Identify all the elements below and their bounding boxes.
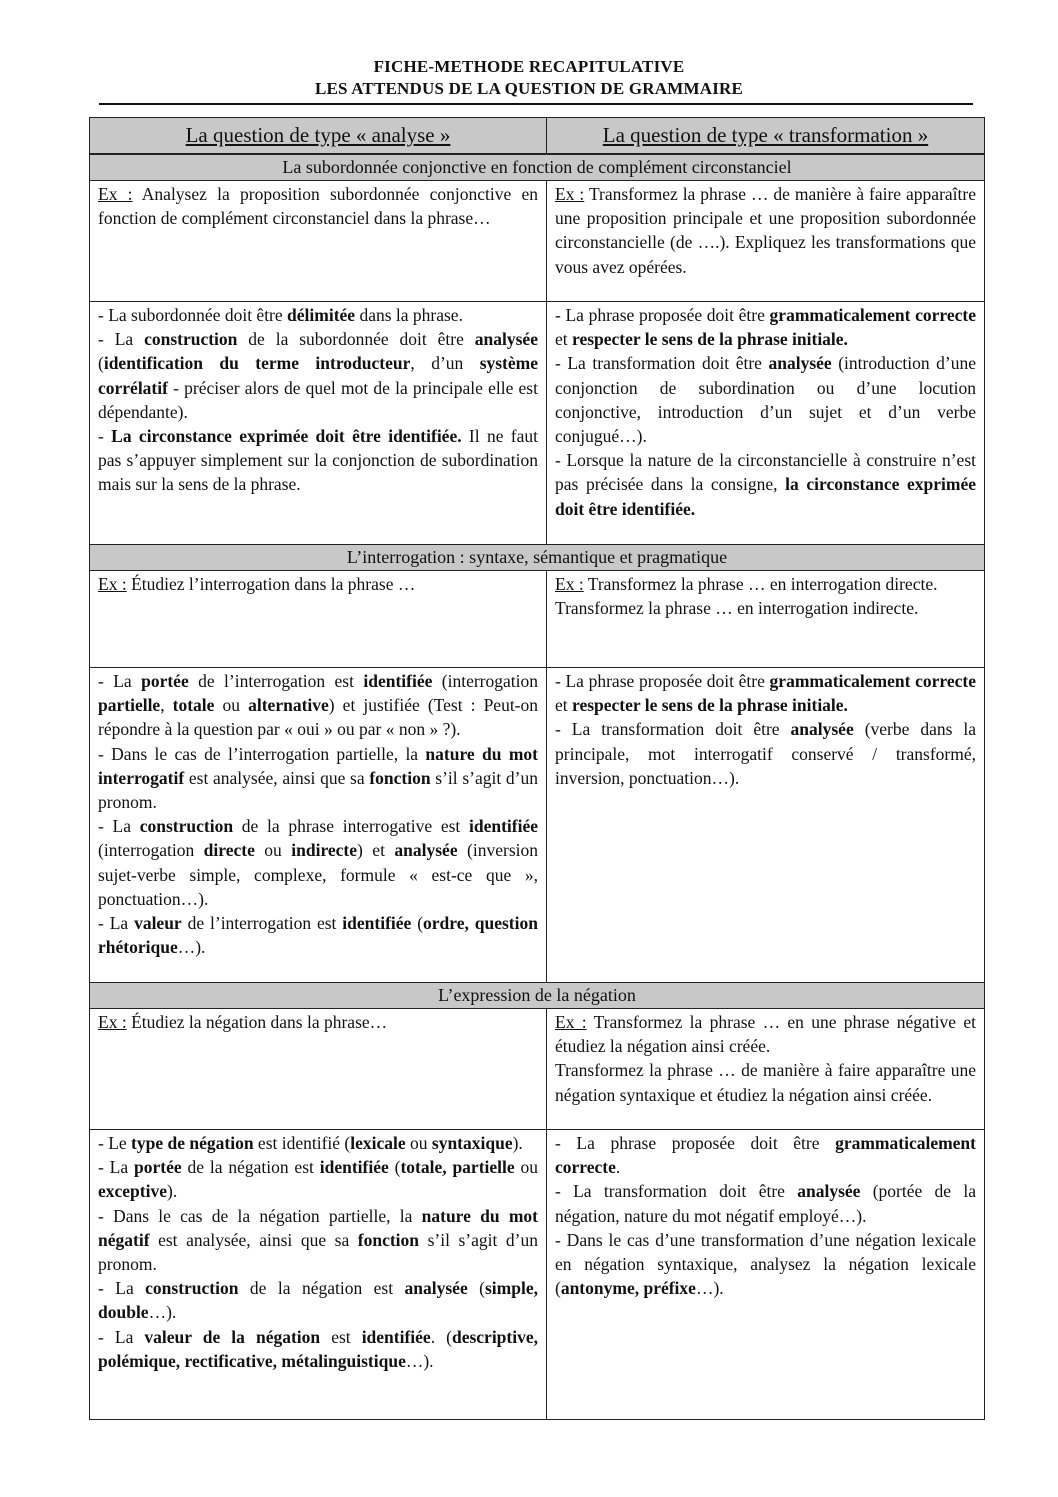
criteria-transformation-cell: - La phrase proposée doit être grammaticalement correcte. - La transformation doit être analysée (portée de la négation, nature du mot négatif employé…). - Dans le cas d’une transformation d’une négation lexicale en négation syntaxique, analysez la négation lexicale (antonyme, préfixe…). bbox=[547, 1130, 985, 1420]
example-analysis-cell: Ex : Étudiez la négation dans la phrase… bbox=[90, 1009, 547, 1130]
example-row bbox=[90, 1009, 985, 1130]
criteria-row bbox=[90, 668, 985, 983]
example-transformation-cell: Ex : Transformez la phrase … en une phrase négative et étudiez la négation ainsi créée. Transformez la phrase … de manière à faire apparaître une négation syntaxique et étudiez la négation ainsi créée. bbox=[547, 1009, 985, 1130]
criteria-analysis-cell: - La portée de l’interrogation est identifiée (interrogation partielle, totale ou alternative) et justifiée (Test : Peut-on répondre à la question par « oui » ou par « non » ?). - Dans le cas de l’interrogation partielle, la nature du mot interrogatif est analysée, ainsi que sa fonction s’il s’agit d’un pronom. - La construction de la phrase interrogative est identifiée (interrogation directe ou indirecte) et analysée (inversion sujet-verbe simple, complexe, formule « est-ce que », ponctuation…). - La valeur de l’interrogation est identifiée (ordre, question rhétorique…). bbox=[90, 668, 547, 983]
example-row bbox=[90, 571, 985, 668]
document-title-line-2: LES ATTENDUS DE LA QUESTION DE GRAMMAIRE bbox=[314, 79, 744, 98]
section-title-negation: L’expression de la négation bbox=[90, 983, 985, 1009]
column-header-analysis: La question de type « analyse » bbox=[90, 118, 547, 155]
criteria-analysis-cell: - La subordonnée doit être délimitée dans la phrase. - La construction de la subordonnée doit être analysée (identification du terme introducteur, d’un système corrélatif - préciser alors de quel mot de la principale elle est dépendante). - La circonstance exprimée doit être identifiée. Il ne faut pas s’appuyer simplement sur la conjonction de subordination mais sur la sens de la phrase. bbox=[90, 302, 547, 545]
section-row bbox=[90, 545, 985, 571]
example-transformation-cell: Ex : Transformez la phrase … en interrogation directe. Transformez la phrase … en interrogation indirecte. bbox=[547, 571, 985, 668]
column-header-transformation: La question de type « transformation » bbox=[547, 118, 985, 155]
criteria-analysis-cell: - Le type de négation est identifié (lexicale ou syntaxique). - La portée de la négation est identifiée (totale, partielle ou exceptive). - Dans le cas de la négation partielle, la nature du mot négatif est analysée, ainsi que sa fonction s’il s’agit d’un pronom. - La construction de la négation est analysée (simple, double…). - La valeur de la négation est identifiée. (descriptive, polémique, rectificative, métalinguistique…). bbox=[90, 1130, 547, 1420]
criteria-transformation-cell: - La phrase proposée doit être grammaticalement correcte et respecter le sens de la phrase initiale. - La transformation doit être analysée (verbe dans la principale, mot interrogatif conservé / transformé, inversion, ponctuation…). bbox=[547, 668, 985, 983]
example-analysis-cell: Ex : Analysez la proposition subordonnée conjonctive en fonction de complément circonstanciel dans la phrase… bbox=[90, 181, 547, 302]
table-header-row bbox=[90, 118, 985, 155]
title-divider bbox=[99, 103, 973, 105]
example-row bbox=[90, 181, 985, 302]
criteria-row bbox=[90, 302, 985, 545]
criteria-row bbox=[90, 1130, 985, 1420]
document-title-line-1: FICHE-METHODE RECAPITULATIVE bbox=[373, 57, 685, 76]
example-analysis-cell: Ex : Étudiez l’interrogation dans la phrase … bbox=[90, 571, 547, 668]
section-row bbox=[90, 983, 985, 1009]
example-transformation-cell: Ex : Transformez la phrase … de manière à faire apparaître une proposition principale et une proposition subordonnée circonstancielle (de ….). Expliquez les transformations que vous avez opérées. bbox=[547, 181, 985, 302]
section-title-subordinate: La subordonnée conjonctive en fonction de complément circonstanciel bbox=[90, 154, 985, 181]
criteria-transformation-cell: - La phrase proposée doit être grammaticalement correcte et respecter le sens de la phrase initiale. - La transformation doit être analysée (introduction d’une conjonction de subordination ou d’une locution conjonctive, introduction d’un sujet et d’un verbe conjugué…). - Lorsque la nature de la circonstancielle à construire n’est pas précisée dans la consigne, la circonstance exprimée doit être identifiée. bbox=[547, 302, 985, 545]
section-title-interrogation: L’interrogation : syntaxe, sémantique et pragmatique bbox=[90, 545, 985, 571]
section-row bbox=[90, 154, 985, 181]
grammar-method-table bbox=[89, 117, 985, 1420]
